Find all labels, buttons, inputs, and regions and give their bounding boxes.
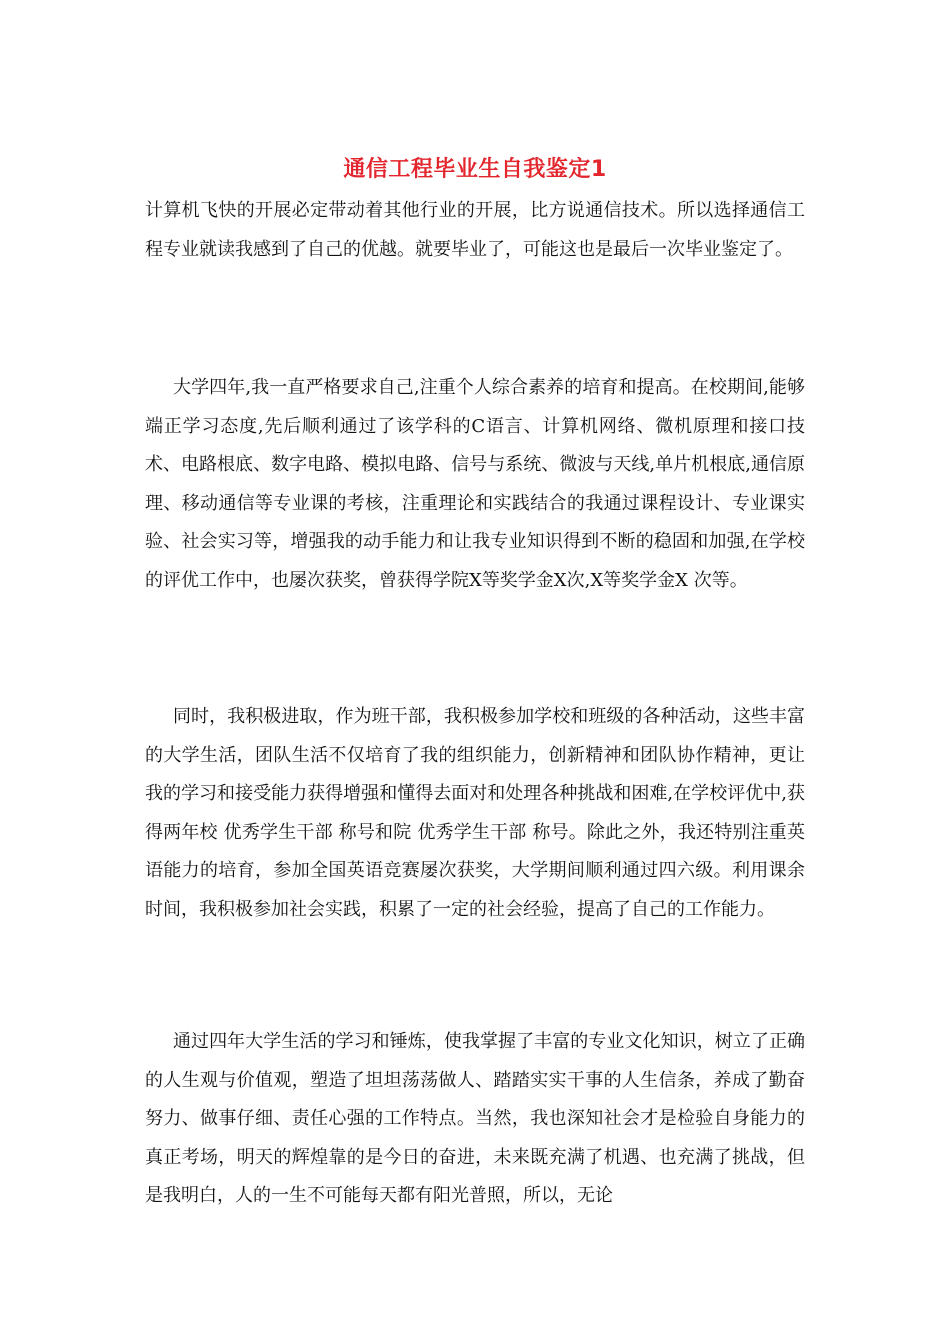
- paragraph-intro: 计算机飞快的开展必定带动着其他行业的开展，比方说通信技术。所以选择通信工程专业就读我感到了自己的优越。就要毕业了，可能这也是最后一次毕业鉴定了。: [145, 200, 805, 260]
- paragraph-growth: 通过四年大学生活的学习和锤炼，使我掌握了丰富的专业文化知识，树立了正确的人生观与价值观，塑造了坦坦荡荡做人、踏踏实实干事的人生信条，养成了勤奋努力、做事仔细、责任心强的工作特点。当然，我也深知社会才是检验自身能力的真正考场，明天的辉煌靠的是今日的奋进，未来既充满了机遇、也充满了挑战，但是我明白，人的一生不可能每天都有阳光普照，所以，无论: [145, 1031, 805, 1206]
- document-title: 通信工程毕业生自我鉴定1: [343, 157, 607, 182]
- paragraph-activities: 同时，我积极进取，作为班干部，我积极参加学校和班级的各种活动，这些丰富的大学生活，团队生活不仅培育了我的组织能力，创新精神和团队协作精神，更让我的学习和接受能力获得增强和懂得去面对和处理各种挑战和困难,在学校评优中,获得两年校 优秀学生干部 称号和院 优秀学生干部 称号。除此之外，我还特别注重英语能力的培育，参加全国英语竞赛屡次获奖，大学期间顺利通过四六级。利用课余时间，我积极参加社会实践，积累了一定的社会经验，提高了自己的工作能力。: [145, 706, 805, 920]
- paragraph-academics: 大学四年,我一直严格要求自己,注重个人综合素养的培育和提高。在校期间,能够端正学习态度,先后顺利通过了该学科的C语言、计算机网络、微机原理和接口技术、电路根底、数字电路、模拟电路、信号与系统、微波与天线,单片机根底,通信原理、移动通信等专业课的考核，注重理论和实践结合的我通过课程设计、专业课实验、社会实习等，增强我的动手能力和让我专业知识得到不断的稳固和加强,在学校的评优工作中，也屡次获奖，曾获得学院X等奖学金X次,X等奖学金X 次等。: [145, 377, 805, 591]
